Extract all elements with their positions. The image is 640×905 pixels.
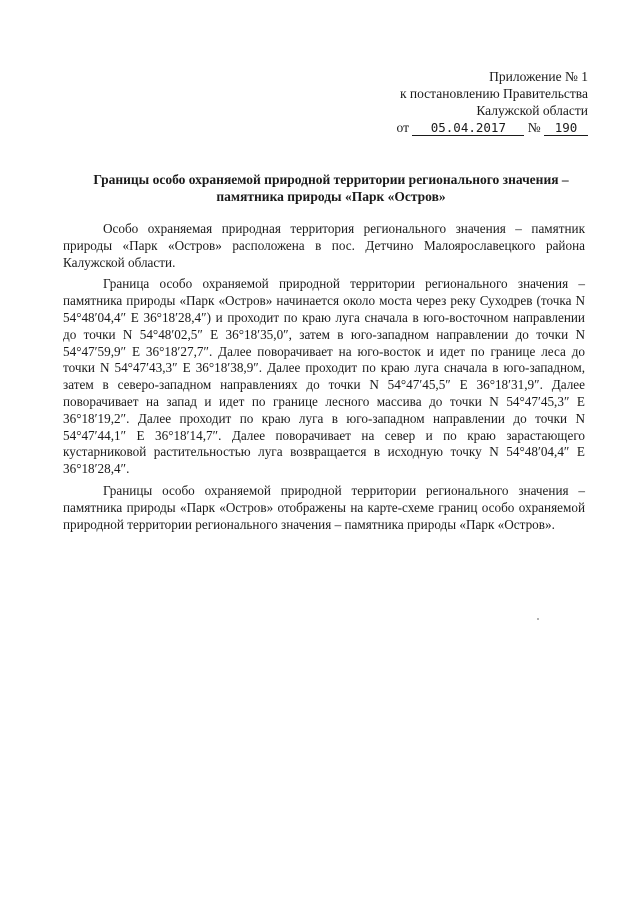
appendix-resolution: к постановлению Правительства: [399, 86, 588, 101]
paragraph-location: Особо охраняемая природная территория регионального значения – памятник природы «Парк «Остров» расположена в пос. Детчино Малоярославецкого района Калужской области.: [63, 221, 585, 270]
paragraph-boundary: Граница особо охраняемой природной территории регионального значения – памятника природы «Парк «Остров» начинается около моста через реку Суходрев (точка N 54°48′04,4″ E 36°18′28,4″) и проходит по краю луга сначала в юго-восточном направлении до точки N 54°48′02,5″ E 36°18′35,0″, затем в юго-западном направлении до точки N 54°47′59,9″ E 36°18′27,7″. Далее поворачивает на юго-восток и идет по границе леса до точки N 54°47′43,3″ E 36°18′38,9″. Далее проходит по краю луга сначала в юго-западном, затем в северо-западном направлениях до точки N 54°47′45,5″ E 36°18′31,9″. Далее поворачивает на запад и идет по границе лесного массива до точки N 54°47′45,3″ E 36°18′19,2″. Далее проходит по краю луга в юго-западном направлении до точки N 54°47′44,1″ E 36°18′14,7″. Далее поворачивает на север и по краю зарастающего кустарниковой растительностью луга возвращается в исходную точку N 54°48′04,4″ E 36°18′28,4″.: [63, 276, 585, 477]
document-body: [63, 221, 585, 538]
appendix-region: Калужской области: [476, 103, 588, 118]
appendix-reference: [328, 119, 588, 136]
appendix-label: Приложение № 1: [489, 69, 588, 84]
resolution-date: 05.04.2017: [412, 121, 524, 136]
resolution-number: 190: [544, 121, 588, 136]
appendix-header: [328, 68, 588, 136]
paragraph-map-reference: Границы особо охраняемой природной территории регионального значения – памятника природы «Парк «Остров» отображены на карте-схеме границ особо охраняемой природной территории регионального значения – памятника природы «Парк «Остров».: [63, 482, 585, 532]
date-prefix: от: [396, 120, 409, 135]
document-title: [64, 171, 598, 205]
title-line-2: памятника природы «Парк «Остров»: [216, 189, 446, 204]
number-prefix: №: [527, 120, 541, 135]
scan-speck: [537, 618, 539, 620]
title-line-1: Границы особо охраняемой природной территории регионального значения –: [93, 172, 569, 187]
